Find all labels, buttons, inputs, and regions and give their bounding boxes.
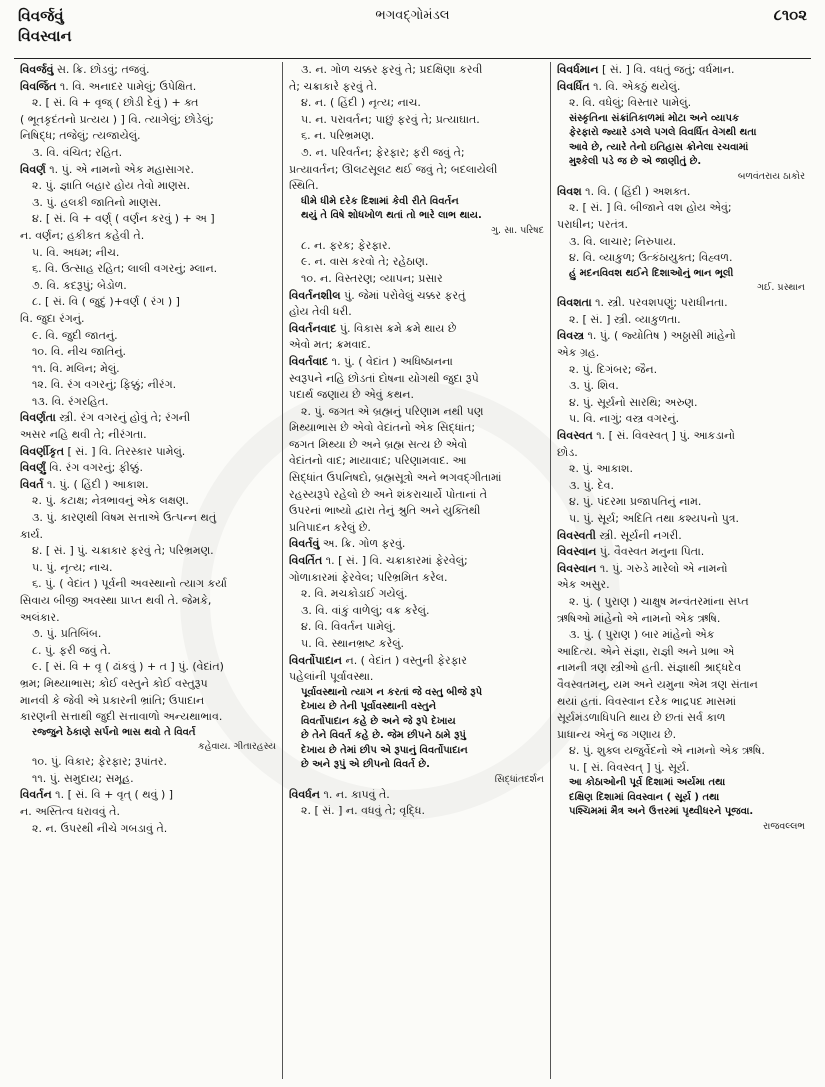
definition-line bbox=[289, 520, 544, 537]
page-header bbox=[18, 6, 807, 52]
headword: વિવર્તિત bbox=[289, 554, 323, 568]
definition-text: ઉપરનાં ભાષ્યો દ્વારા તેનું શ્રુતિ અને યુક્તિથી bbox=[289, 504, 481, 518]
headword: વિવર્તન bbox=[20, 788, 52, 802]
definition-text: ૧૨. વિ. રંગ વગરનું; ફિક્કું; નીરંગ. bbox=[32, 378, 177, 392]
definition-text: ન. વર્ણન; હકીકત કહેવી તે. bbox=[20, 228, 145, 242]
definition-text: ૧. પું. ( હિંદી ) આકાશ. bbox=[43, 477, 149, 491]
entry-line bbox=[557, 544, 805, 561]
definition-line bbox=[289, 271, 544, 288]
entry-line bbox=[20, 787, 276, 804]
definition-line bbox=[289, 487, 544, 504]
quote-line: રજ્જુને ઠેકાણે સર્પનો ભાસ થવો તે વિવર્ત bbox=[32, 726, 196, 738]
headword: વિવર્જવું bbox=[20, 63, 54, 76]
headword: વિવર્તનવાદ bbox=[289, 321, 337, 335]
definition-text: ૪. પું. શુક્લ યજુર્વેદનો એ નામનો એક ઋષિ. bbox=[569, 744, 765, 758]
definition-line bbox=[20, 145, 276, 162]
definition-text: ૧૧. વિ. મલિન; મેલું. bbox=[32, 361, 120, 375]
entry-line bbox=[557, 79, 805, 96]
definition-line bbox=[289, 162, 544, 179]
quote-line: સંસ્કૃતિના સંક્રાંતિકાળમાં મોટા અને વ્યાપક bbox=[569, 112, 740, 124]
definition-line bbox=[289, 470, 544, 487]
quote-line: આ કોઠાઓની પૂર્વ દિશામાં અર્યમા તથા bbox=[569, 777, 726, 789]
headword: વિવસ્વાન bbox=[557, 545, 597, 559]
definition-line bbox=[20, 178, 276, 195]
column-3 bbox=[550, 62, 811, 1079]
page-number: ૮૧૦૨ bbox=[773, 6, 807, 24]
definition-line bbox=[557, 95, 805, 112]
definition-line bbox=[20, 112, 276, 129]
definition-text: છોડ. bbox=[557, 445, 578, 459]
definition-line bbox=[557, 250, 805, 267]
definition-line bbox=[289, 453, 544, 470]
definition-line bbox=[20, 643, 276, 660]
definition-line bbox=[557, 727, 805, 744]
definition-line bbox=[20, 195, 276, 212]
definition-text: ૨. પું. દિગંબર; જૈન. bbox=[569, 362, 658, 376]
definition-text: ૨. પું. જગત એ બ્રહ્મનું પરિણામ નથી પણ bbox=[301, 404, 484, 418]
definition-text: ૩. પું. દેવ. bbox=[569, 478, 614, 492]
definition-text: ૪. પું. સૂર્યનો સારથિ; અરુણ. bbox=[569, 395, 698, 409]
definition-line bbox=[289, 619, 544, 636]
definition-text: ૧૦. વિ. નીચ જાતિનું. bbox=[32, 345, 127, 359]
quote-line: છે તેને વિવર્ત કહે છે. જેમ છીપને ઠામે રૂપું bbox=[301, 730, 466, 742]
definition-text: ૧. પું. ગરુડે મારેલો એ નામનો bbox=[596, 561, 728, 575]
definition-text: ૨. [ સં. વિ + વૃજ્ ( છોડી દેવું ) + ક્ત bbox=[32, 96, 199, 110]
quote-line: દક્ષિણ દિશામાં વિવસ્વાન ( સૂર્ય ) તથા bbox=[569, 791, 720, 803]
definition-line bbox=[289, 337, 544, 354]
definition-text: ૧. પું. ( જ્યોતિષ ) અઠ્ઠાસી માંહેનો bbox=[584, 329, 736, 343]
definition-text: ૪. વિ. વ્યાકુળ; ઉત્કંઠાયુક્ત; વિહ્વળ. bbox=[569, 251, 733, 265]
definition-line bbox=[20, 294, 276, 311]
definition-line bbox=[20, 560, 276, 577]
headword: વિવસ્વત bbox=[557, 429, 593, 442]
quote-line: છે અને રૂપું એ છીપનો વિવર્ત છે. bbox=[301, 759, 430, 771]
definition-line bbox=[289, 603, 544, 620]
definition-text: ૭. વિ. કદરૂપું; બેડોળ. bbox=[32, 278, 127, 292]
definition-text: અ. ક્રિ. ગોળ ફરવું. bbox=[319, 537, 406, 551]
definition-text: થયાં હતાં. વિવસ્વાન દરેક ભાદ્રપદ માસમાં bbox=[557, 694, 737, 708]
quote-line: થયું તે વિષે શોધખોળ થતાં તો ભારે લાભ થાય. bbox=[301, 210, 482, 222]
definition-text: ૩. વિ. લાચાર; નિરુપાય. bbox=[569, 234, 677, 248]
definition-text: સ્ત્રી. સૂર્યની નગરી. bbox=[595, 528, 682, 542]
headword: વિવર્ધન bbox=[289, 787, 320, 801]
definition-text: ૧૩. વિ. રંગરહિત. bbox=[32, 394, 109, 408]
entry-line bbox=[20, 62, 276, 79]
definition-line bbox=[557, 611, 805, 628]
definition-line bbox=[289, 79, 544, 96]
definition-line bbox=[20, 576, 276, 593]
definition-text: કારણની સત્તાથી જુદી સત્તાવાળો અન્યથાભાવ. bbox=[20, 710, 223, 724]
definition-text: વિ. રંગ વગરનું; ફીક્કું. bbox=[45, 461, 143, 475]
definition-line bbox=[20, 804, 276, 821]
definition-text: પું. જેમાં પરોવેલું ચક્કર ફરતું bbox=[340, 288, 466, 302]
definition-text: ૧. સ્ત્રી. પરવશપણું; પરાધીનતા. bbox=[591, 296, 728, 310]
quote-line: ધીમે ધીમે દરેક દિશામાં કેવી રીતે વિવર્તન bbox=[301, 195, 459, 207]
definition-line bbox=[20, 377, 276, 394]
definition-line bbox=[289, 586, 544, 603]
definition-text: ૨. [ સં. ] વિ. બીજાને વશ હોય એવું; bbox=[569, 201, 732, 215]
definition-line bbox=[289, 112, 544, 129]
definition-line bbox=[557, 478, 805, 495]
guide-word-first: વિવર્જવું bbox=[18, 7, 64, 25]
definition-line bbox=[20, 394, 276, 411]
quote-source: રાજવલ્લભ bbox=[763, 820, 805, 832]
definition-text: ૫. વિ. સ્થાનભ્રષ્ટ કરેલું. bbox=[301, 637, 405, 650]
headword: વિવર્જિત bbox=[20, 79, 57, 93]
definition-text: ઋષિઓ માંહેનો એ નામનો એક ઋષિ. bbox=[557, 611, 721, 625]
definition-line bbox=[289, 178, 544, 195]
definition-text: ૪. ન. ( હિંદી ) નૃત્ય; નાચ. bbox=[301, 96, 421, 110]
definition-line bbox=[557, 743, 805, 760]
entry-line bbox=[289, 653, 544, 670]
definition-text: પરાધીન; પરતંત્ર. bbox=[557, 217, 629, 231]
definition-line bbox=[557, 312, 805, 329]
definition-line bbox=[20, 245, 276, 262]
definition-line bbox=[557, 710, 805, 727]
quote-line: આવે છે, ત્યારે તેનો ઇતિહાસ ક્રોનેલા રચવામાં bbox=[569, 141, 749, 153]
definition-line bbox=[289, 62, 544, 79]
definition-line bbox=[20, 427, 276, 444]
quote-line: પશ્ચિમમાં મૈત્ર અને ઉત્તરમાં પૃથ્વીધરને પૂજવા. bbox=[569, 806, 754, 818]
definition-text: વૈવસ્વતમનુ, યમ અને યમુના એમ ત્રણ સંતાન bbox=[557, 677, 758, 691]
definition-line bbox=[557, 677, 805, 694]
definition-text: ૫. પું. નૃત્ય; નાચ. bbox=[32, 560, 113, 574]
definition-line bbox=[557, 411, 805, 428]
definition-line bbox=[20, 128, 276, 145]
definition-line bbox=[20, 328, 276, 345]
definition-text: ૧૧. પું. સમુદાય; સમૂહ. bbox=[32, 771, 134, 785]
definition-text: ૯. ન. વાસ કરવો તે; રહેઠાણ. bbox=[301, 255, 429, 269]
definition-line bbox=[557, 200, 805, 217]
entry-line bbox=[557, 528, 805, 545]
definition-text: ૩. વિ. વાંકું વાળેલું; વક્ર કરેલું. bbox=[301, 603, 430, 617]
definition-line bbox=[557, 461, 805, 478]
definition-line bbox=[289, 420, 544, 437]
definition-line bbox=[20, 261, 276, 278]
definition-text: તે; ચક્રાકારે ફરવું તે. bbox=[289, 79, 378, 93]
definition-line bbox=[20, 626, 276, 643]
definition-text: સિદ્ધાંત ઉપનિષદો, બ્રહ્મસૂત્રો અને ભગવદ્ગીતામાં bbox=[289, 471, 502, 485]
definition-text: ૨. ન. ઉપરથી નીચે ગબડાવું તે. bbox=[32, 821, 168, 835]
definition-line bbox=[289, 803, 544, 820]
quote-line: દેખાય છે તેમાં છીપ એ રૂપાનું વિવર્તોપાદાન bbox=[301, 744, 468, 756]
entry-line bbox=[20, 444, 276, 461]
definition-line bbox=[289, 95, 544, 112]
definition-line bbox=[557, 627, 805, 644]
column-2 bbox=[282, 62, 550, 1079]
definition-line bbox=[289, 145, 544, 162]
definition-text: આદિત્ય. એને સંજ્ઞા, રાજ્ઞી અને પ્રભા એ bbox=[557, 644, 735, 658]
definition-text: ૯. વિ. જુદી જાતનું. bbox=[32, 328, 118, 342]
entry-line bbox=[20, 79, 276, 96]
headword: વિવર્ત bbox=[20, 477, 44, 491]
definition-line bbox=[289, 304, 544, 321]
definition-line bbox=[557, 217, 805, 234]
quote-line: પૂર્વાવસ્થાનો ત્યાગ ન કરતાં જે વસ્તુ બીજે રૂપે bbox=[301, 686, 483, 698]
definition-line bbox=[289, 371, 544, 388]
definition-text: જગત મિથ્યા છે અને બ્રહ્મ સત્ય છે એવો bbox=[289, 437, 468, 451]
definition-text: ૨. પું. આકાશ. bbox=[569, 462, 634, 476]
definition-text: ભ્રમ; મિથ્યાભાસ; કોઈ વસ્તુને કોઈ વસ્તુરૂપ bbox=[20, 676, 208, 690]
definition-text: ૬. વિ. ઉત્સાહ રહિત; લાલી વગરનું; મ્લાન. bbox=[32, 262, 218, 276]
entry-line bbox=[20, 477, 276, 494]
definition-line bbox=[20, 510, 276, 527]
definition-text: ૧. વિ. ( હિંદી ) અશક્ત. bbox=[581, 184, 691, 198]
definition-text: ૨. વિ. વધેલું; વિસ્તાર પામેલું. bbox=[569, 96, 692, 110]
headword: વિવસ્વતી bbox=[557, 528, 596, 542]
definition-text: ( ભૂતકૃદંતનો પ્રત્યય ) ] વિ. ત્યાગેલું; છોડેલું; bbox=[20, 112, 214, 126]
headword: વિવર્ધિત bbox=[557, 79, 590, 93]
definition-text: ૭. પું. પ્રતિબિંબ. bbox=[32, 627, 102, 641]
headword: વિવર્ણું bbox=[20, 461, 46, 475]
definition-text: ૧. વિ. અનાદર પામેલું; ઉપેક્ષિત. bbox=[56, 79, 197, 93]
definition-text: ૩. પું. શિવ. bbox=[569, 379, 619, 393]
definition-text: ૨. વિ. મચકોડાઈ ગયેલું. bbox=[301, 587, 408, 601]
definition-line bbox=[289, 437, 544, 454]
definition-text: [ સં. ] વિ. તિરસ્કાર પામેલું. bbox=[64, 444, 186, 458]
definition-text: નામની ત્રણ સ્ત્રીઓ હતી. સંજ્ઞાથી શ્રાદ્ધદેવ bbox=[557, 661, 742, 675]
entry-line bbox=[557, 328, 805, 345]
definition-line bbox=[20, 610, 276, 627]
definition-line bbox=[20, 821, 276, 838]
definition-line bbox=[20, 95, 276, 112]
definition-text: સ. ક્રિ. છોડવું; તજવું. bbox=[53, 63, 150, 76]
definition-text: માનવી કે જેવી એ પ્રકારની ભ્રાંતિ; ઉપાદાન bbox=[20, 693, 205, 707]
headword: વિવર્ણીકૃત bbox=[20, 444, 64, 458]
quote-source: સિદ્ધાંતદર્શન bbox=[494, 773, 544, 785]
definition-line bbox=[289, 238, 544, 255]
definition-text: ૧૦. પું. વિકાર; ફેરફાર; રૂપાંતર. bbox=[32, 755, 167, 769]
definition-line bbox=[20, 771, 276, 788]
book-title: ભગવદ્ગોમંડલ bbox=[375, 8, 450, 23]
definition-line bbox=[557, 362, 805, 379]
definition-text: [ સં. ] વિ. વધતું જતું; વર્ધમાન. bbox=[598, 63, 735, 76]
definition-text: પ્રત્યાવર્તન; ઊલટસૂલટ થઈ જવું તે; બદલાયેલી bbox=[289, 162, 498, 176]
definition-line bbox=[289, 254, 544, 271]
header-rule bbox=[14, 58, 811, 59]
definition-text: વેદાંતનો વાદ; માયાવાદ; પરિણામવાદ. આ bbox=[289, 454, 467, 468]
quote-line: મુશ્કેલી પડે જ છે એ જાણીતું છે. bbox=[569, 156, 702, 168]
definition-line bbox=[20, 709, 276, 726]
definition-text: પહેલાંની પૂર્વાવસ્થા. bbox=[289, 670, 374, 684]
definition-text: ૩. ન. ગોળ ચક્કર ફરવું તે; પ્રદક્ષિણા કરવી bbox=[301, 63, 483, 76]
definition-text: ૫. પું. સૂર્ય; અદિતિ તથા કશ્યપનો પુત્ર. bbox=[569, 511, 740, 525]
definition-text: ગોળાકારમાં ફેરવેલ; પરિભ્રમિત કરેલ. bbox=[289, 570, 448, 584]
definition-line bbox=[557, 445, 805, 462]
entry-line bbox=[557, 561, 805, 578]
quote-line: દેખાય છે તેની પૂર્વાવસ્થાની વસ્તુને bbox=[301, 701, 437, 713]
headword: વિવર્ણતા bbox=[20, 411, 56, 425]
definition-text: અલંકાર. bbox=[20, 610, 60, 624]
headword: વિવર્તવાદ bbox=[289, 354, 329, 368]
definition-text: ૩. પું. ( પુરાણ ) બાર માંહેનો એક bbox=[569, 628, 715, 642]
entry-line bbox=[289, 553, 544, 570]
definition-line bbox=[557, 378, 805, 395]
definition-line bbox=[20, 659, 276, 676]
definition-line bbox=[20, 311, 276, 328]
definition-line bbox=[20, 693, 276, 710]
definition-text: ૨. [ સં. ] ન. વધવું તે; વૃદ્ધિ. bbox=[301, 804, 425, 818]
definition-text: ૪. પું. પંદરમા પ્રજાપતિનું નામ. bbox=[569, 495, 702, 509]
definition-text: ૮. [ સં. વિ ( જુદું )+વર્ણ ( રંગ ) ] bbox=[32, 295, 180, 309]
entry-line bbox=[557, 295, 805, 312]
definition-text: સૂર્યમંડળાધિપતિ થાય છે છતાં સર્વ કાળ bbox=[557, 711, 726, 725]
definition-text: ૩. પું. કારણથી વિષમ સત્તાએ ઉત્પન્ન થતું bbox=[32, 511, 217, 525]
definition-text: ૧. ન. કાપવું તે. bbox=[320, 787, 390, 801]
entry-line bbox=[289, 354, 544, 371]
definition-text: વિ. જુદા રંગનું. bbox=[20, 311, 85, 325]
headword: વિવર્તોપાદાન bbox=[289, 653, 342, 667]
headword: વિવસ્વાન bbox=[557, 561, 597, 575]
definition-line bbox=[289, 636, 544, 653]
definition-line bbox=[289, 669, 544, 686]
definition-line bbox=[289, 570, 544, 587]
definition-text: ૮. પું. ફરી જવું તે. bbox=[32, 643, 111, 657]
definition-line bbox=[289, 387, 544, 404]
definition-line bbox=[20, 228, 276, 245]
definition-text: ૫. [ સં. વિવસ્વત્ ] પું. સૂર્ય. bbox=[569, 760, 690, 774]
definition-line bbox=[557, 660, 805, 677]
definition-text: ૪. [ સં. વિ + વર્ણ્ ( વર્ણન કરવું ) + અ ] bbox=[32, 212, 215, 226]
guide-word-last: વિવસ્વાન bbox=[18, 27, 72, 45]
quote-line: ફેરફારો જ્યારે ડગલે પગલે વિવર્ધિત વેગથી થતા bbox=[569, 127, 757, 139]
definition-line bbox=[557, 577, 805, 594]
definition-text: ૩. પું. હલકી જાતિનો માણસ. bbox=[32, 195, 162, 209]
dictionary-columns bbox=[14, 62, 811, 1079]
definition-text: સ્ત્રી. રંગ વગરનું હોવું તે; રંગની bbox=[55, 411, 191, 425]
definition-text: ૧૦. ન. વિસ્તરણ; વ્યાપન; પ્રસાર bbox=[301, 271, 443, 285]
definition-line bbox=[289, 128, 544, 145]
definition-line bbox=[557, 694, 805, 711]
definition-line bbox=[557, 644, 805, 661]
definition-text: ૨. પું. કટાક્ષ; નેત્રભાવનું એક લક્ષણ. bbox=[32, 494, 189, 508]
definition-text: ૬. પું. ( વેદાંત ) પૂર્વની અવસ્થાનો ત્યાગ કર્યા bbox=[32, 577, 227, 591]
definition-text: ન. અસ્તિત્વ ધરાવવું તે. bbox=[20, 805, 120, 819]
entry-line bbox=[20, 410, 276, 427]
definition-text: એક અસુર. bbox=[557, 578, 610, 592]
definition-text: ૮. ન. ફરક; ફેરફાર. bbox=[301, 238, 392, 252]
headword: વિવશ bbox=[557, 184, 582, 198]
definition-text: મિથ્યાભાસ છે એવો વેદાંતનો એક સિદ્ધાંત; bbox=[289, 421, 476, 435]
entry-line bbox=[289, 288, 544, 305]
quote-source: ગુ. સા. પરિષદ bbox=[491, 224, 544, 236]
entry-line bbox=[557, 428, 805, 445]
definition-text: પ્રતિપાદન કરેલું છે. bbox=[289, 520, 371, 534]
definition-line bbox=[289, 503, 544, 520]
headword: વિવર્ધમાન bbox=[557, 63, 599, 76]
definition-line bbox=[557, 760, 805, 777]
definition-text: ૧. પું. એ નામનો એક મહાસાગર. bbox=[45, 162, 194, 176]
entry-line bbox=[557, 184, 805, 201]
entry-line bbox=[557, 62, 805, 79]
definition-text: ૧. [ સં. વિ + વૃત્ ( થવું ) ] bbox=[51, 788, 174, 802]
definition-text: ૧. પું. ( વેદાંત ) અધિષ્ઠાનના bbox=[328, 354, 453, 368]
quote-source: કહેવાય. ગીતારહસ્ય bbox=[198, 741, 276, 753]
definition-line bbox=[20, 278, 276, 295]
definition-line bbox=[20, 754, 276, 771]
definition-line bbox=[20, 344, 276, 361]
definition-text: ૬. ન. પરિભ્રમણ. bbox=[301, 129, 375, 143]
definition-line bbox=[20, 543, 276, 560]
definition-line bbox=[20, 493, 276, 510]
definition-text: ૨. [ સં. ] સ્ત્રી. વ્યાકુળતા. bbox=[569, 312, 681, 326]
entry-line bbox=[20, 162, 276, 179]
definition-line bbox=[557, 345, 805, 362]
definition-line bbox=[20, 361, 276, 378]
definition-text: ૧. [ સં. ] વિ. ચક્રાકારમાં ફેરવેલું; bbox=[322, 554, 468, 568]
definition-line bbox=[20, 527, 276, 544]
definition-text: પું. વૈવસ્વત મનુના પિતા. bbox=[596, 545, 705, 559]
definition-text: સ્વરૂપને નહિ છોડતાં દોષના યોગથી જુદા રૂપે bbox=[289, 371, 479, 385]
definition-line bbox=[20, 676, 276, 693]
entry-line bbox=[289, 536, 544, 553]
headword: વિવર્તનશીલ bbox=[289, 288, 341, 302]
definition-line bbox=[557, 511, 805, 528]
definition-text: ૩. વિ. વંચિત; રહિત. bbox=[32, 145, 123, 159]
definition-text: ૯. [ સં. વિ + વૃ ( ઢાંકવું ) + ત ] પું. (વેદાંત) bbox=[32, 660, 224, 674]
definition-text: ૪. [ સં. ] પું. ચક્રાકાર ફરવું તે; પરિભ્રમણ. bbox=[32, 544, 214, 558]
definition-line bbox=[557, 494, 805, 511]
quote-source: ગઈ. પ્રસ્થાન bbox=[757, 282, 805, 294]
entry-line bbox=[20, 460, 276, 477]
definition-text: ૨. પું. જ્ઞાતિ બહાર હોય તેવો માણસ. bbox=[32, 179, 191, 193]
definition-text: સિવાય બીજી અવસ્થા પ્રાપ્ત થવી તે. જેમકે, bbox=[20, 594, 212, 607]
headword: વિવશતા bbox=[557, 296, 592, 310]
quote-source: બળવંતરાય ઠાકોર bbox=[737, 170, 805, 182]
quote-line: હું મદનવિવશ થઈને દિશાઓનું ભાન ભૂલી bbox=[569, 267, 734, 279]
definition-text: ૪. વિ. વિવર્તન પામેલું. bbox=[301, 620, 396, 634]
definition-line bbox=[20, 593, 276, 610]
definition-line bbox=[557, 234, 805, 251]
definition-line bbox=[557, 395, 805, 412]
column-1 bbox=[14, 62, 282, 1079]
definition-line bbox=[20, 211, 276, 228]
definition-line bbox=[289, 404, 544, 421]
entry-line bbox=[289, 321, 544, 338]
definition-text: પું. વિકાસ ક્રમે ક્રમે થાય છે bbox=[336, 321, 457, 335]
definition-text: ૨. પું. ( પુરાણ ) ચાક્ષુષ મન્વંતરમાંના સપ્ત bbox=[569, 594, 749, 608]
definition-text: સ્થિતિ. bbox=[289, 179, 319, 193]
definition-text: ૫. ન. પરાવર્તન; પાછું ફરવું તે; પ્રત્યાઘાત. bbox=[301, 112, 480, 126]
definition-text: અસર નહિ થવી તે; નીરંગતા. bbox=[20, 428, 147, 442]
definition-text: કાર્ય. bbox=[20, 527, 43, 541]
headword: વિવસ્ત્ર bbox=[557, 329, 585, 343]
definition-text: ૭. ન. પરિવર્તન; ફેરફાર; ફરી જવું તે; bbox=[301, 145, 465, 159]
definition-text: નિષિદ્ધ; તજેલું; ત્યજાયેલું. bbox=[20, 129, 141, 143]
definition-text: હોય તેવી ધરી. bbox=[289, 305, 352, 319]
entry-line bbox=[289, 787, 544, 804]
definition-text: ૫. વિ. અધમ; નીચ. bbox=[32, 245, 120, 259]
definition-text: ૫. વિ. નાગું; વસ્ત્ર વગરનું. bbox=[569, 412, 680, 426]
headword: વિવર્તવું bbox=[289, 537, 320, 551]
definition-text: ન. ( વેદાંત ) વસ્તુની ફેરફાર bbox=[342, 653, 467, 667]
definition-text: ૧. વિ. એકઠું થયેલું. bbox=[589, 79, 681, 93]
headword: વિવર્ણ bbox=[20, 162, 46, 176]
definition-line bbox=[557, 594, 805, 611]
definition-text: પ્રાધાન્ય એનું જ ગણાય છે. bbox=[557, 727, 677, 741]
definition-text: પદાર્થ જણાય છે એવું કથન. bbox=[289, 388, 414, 402]
definition-text: ૧. [ સં. વિવસ્વત્ ] પું. આકડાનો bbox=[592, 429, 736, 442]
quote-line: વિવર્તોપાદાન કહે છે અને જે રૂપે દેખાય bbox=[301, 715, 456, 727]
definition-text: એક ગ્રહ. bbox=[557, 346, 600, 360]
definition-text: એવો મત; ક્રમવાદ. bbox=[289, 338, 371, 352]
definition-text: રહસ્યરૂપે રહેલો છે અને શંકરાચાર્યે પોતાનાં તે bbox=[289, 487, 488, 501]
